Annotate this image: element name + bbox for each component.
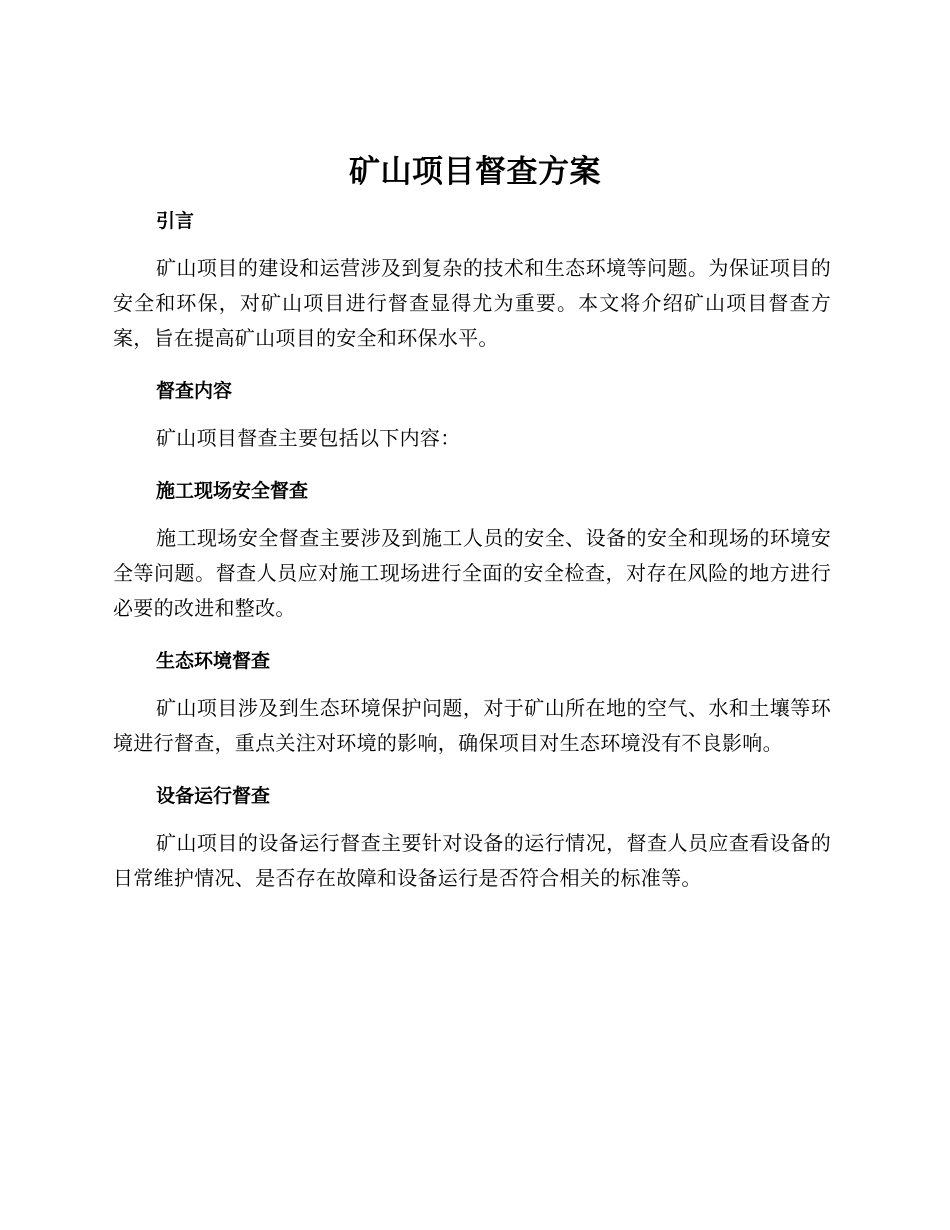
section-heading: 引言	[156, 210, 195, 232]
document-title: 矿山项目督查方案	[349, 154, 601, 190]
document-body	[113, 199, 831, 909]
section-paragraph: 矿山项目督查主要包括以下内容：	[156, 426, 461, 450]
section-heading: 督查内容	[156, 380, 233, 402]
section-ecology	[113, 639, 831, 761]
section-paragraph: 矿山项目的设备运行督查主要针对设备的运行情况，督查人员应查看设备的日常维护情况、是否存在故障和设备运行是否符合相关的标准等。	[113, 831, 831, 890]
section-paragraph: 施工现场安全督查主要涉及到施工人员的安全、设备的安全和现场的环境安全等问题。督查人员应对施工现场进行全面的安全检查，对存在风险的地方进行必要的改进和整改。	[113, 526, 831, 620]
section-paragraph: 矿山项目的建设和运营涉及到复杂的技术和生态环境等问题。为保证项目的安全和环保，对矿山项目进行督查显得尤为重要。本文将介绍矿山项目督查方案，旨在提高矿山项目的安全和环保水平。	[113, 256, 831, 350]
section-inspection-content	[113, 369, 831, 456]
section-heading: 设备运行督查	[156, 785, 271, 807]
section-site-safety	[113, 469, 831, 626]
section-heading: 生态环境督查	[156, 650, 271, 672]
section-introduction	[113, 199, 831, 356]
section-equipment	[113, 774, 831, 896]
section-paragraph: 矿山项目涉及到生态环境保护问题，对于矿山所在地的空气、水和土壤等环境进行督查，重点关注对环境的影响，确保项目对生态环境没有不良影响。	[113, 696, 831, 755]
section-heading: 施工现场安全督查	[156, 480, 309, 502]
